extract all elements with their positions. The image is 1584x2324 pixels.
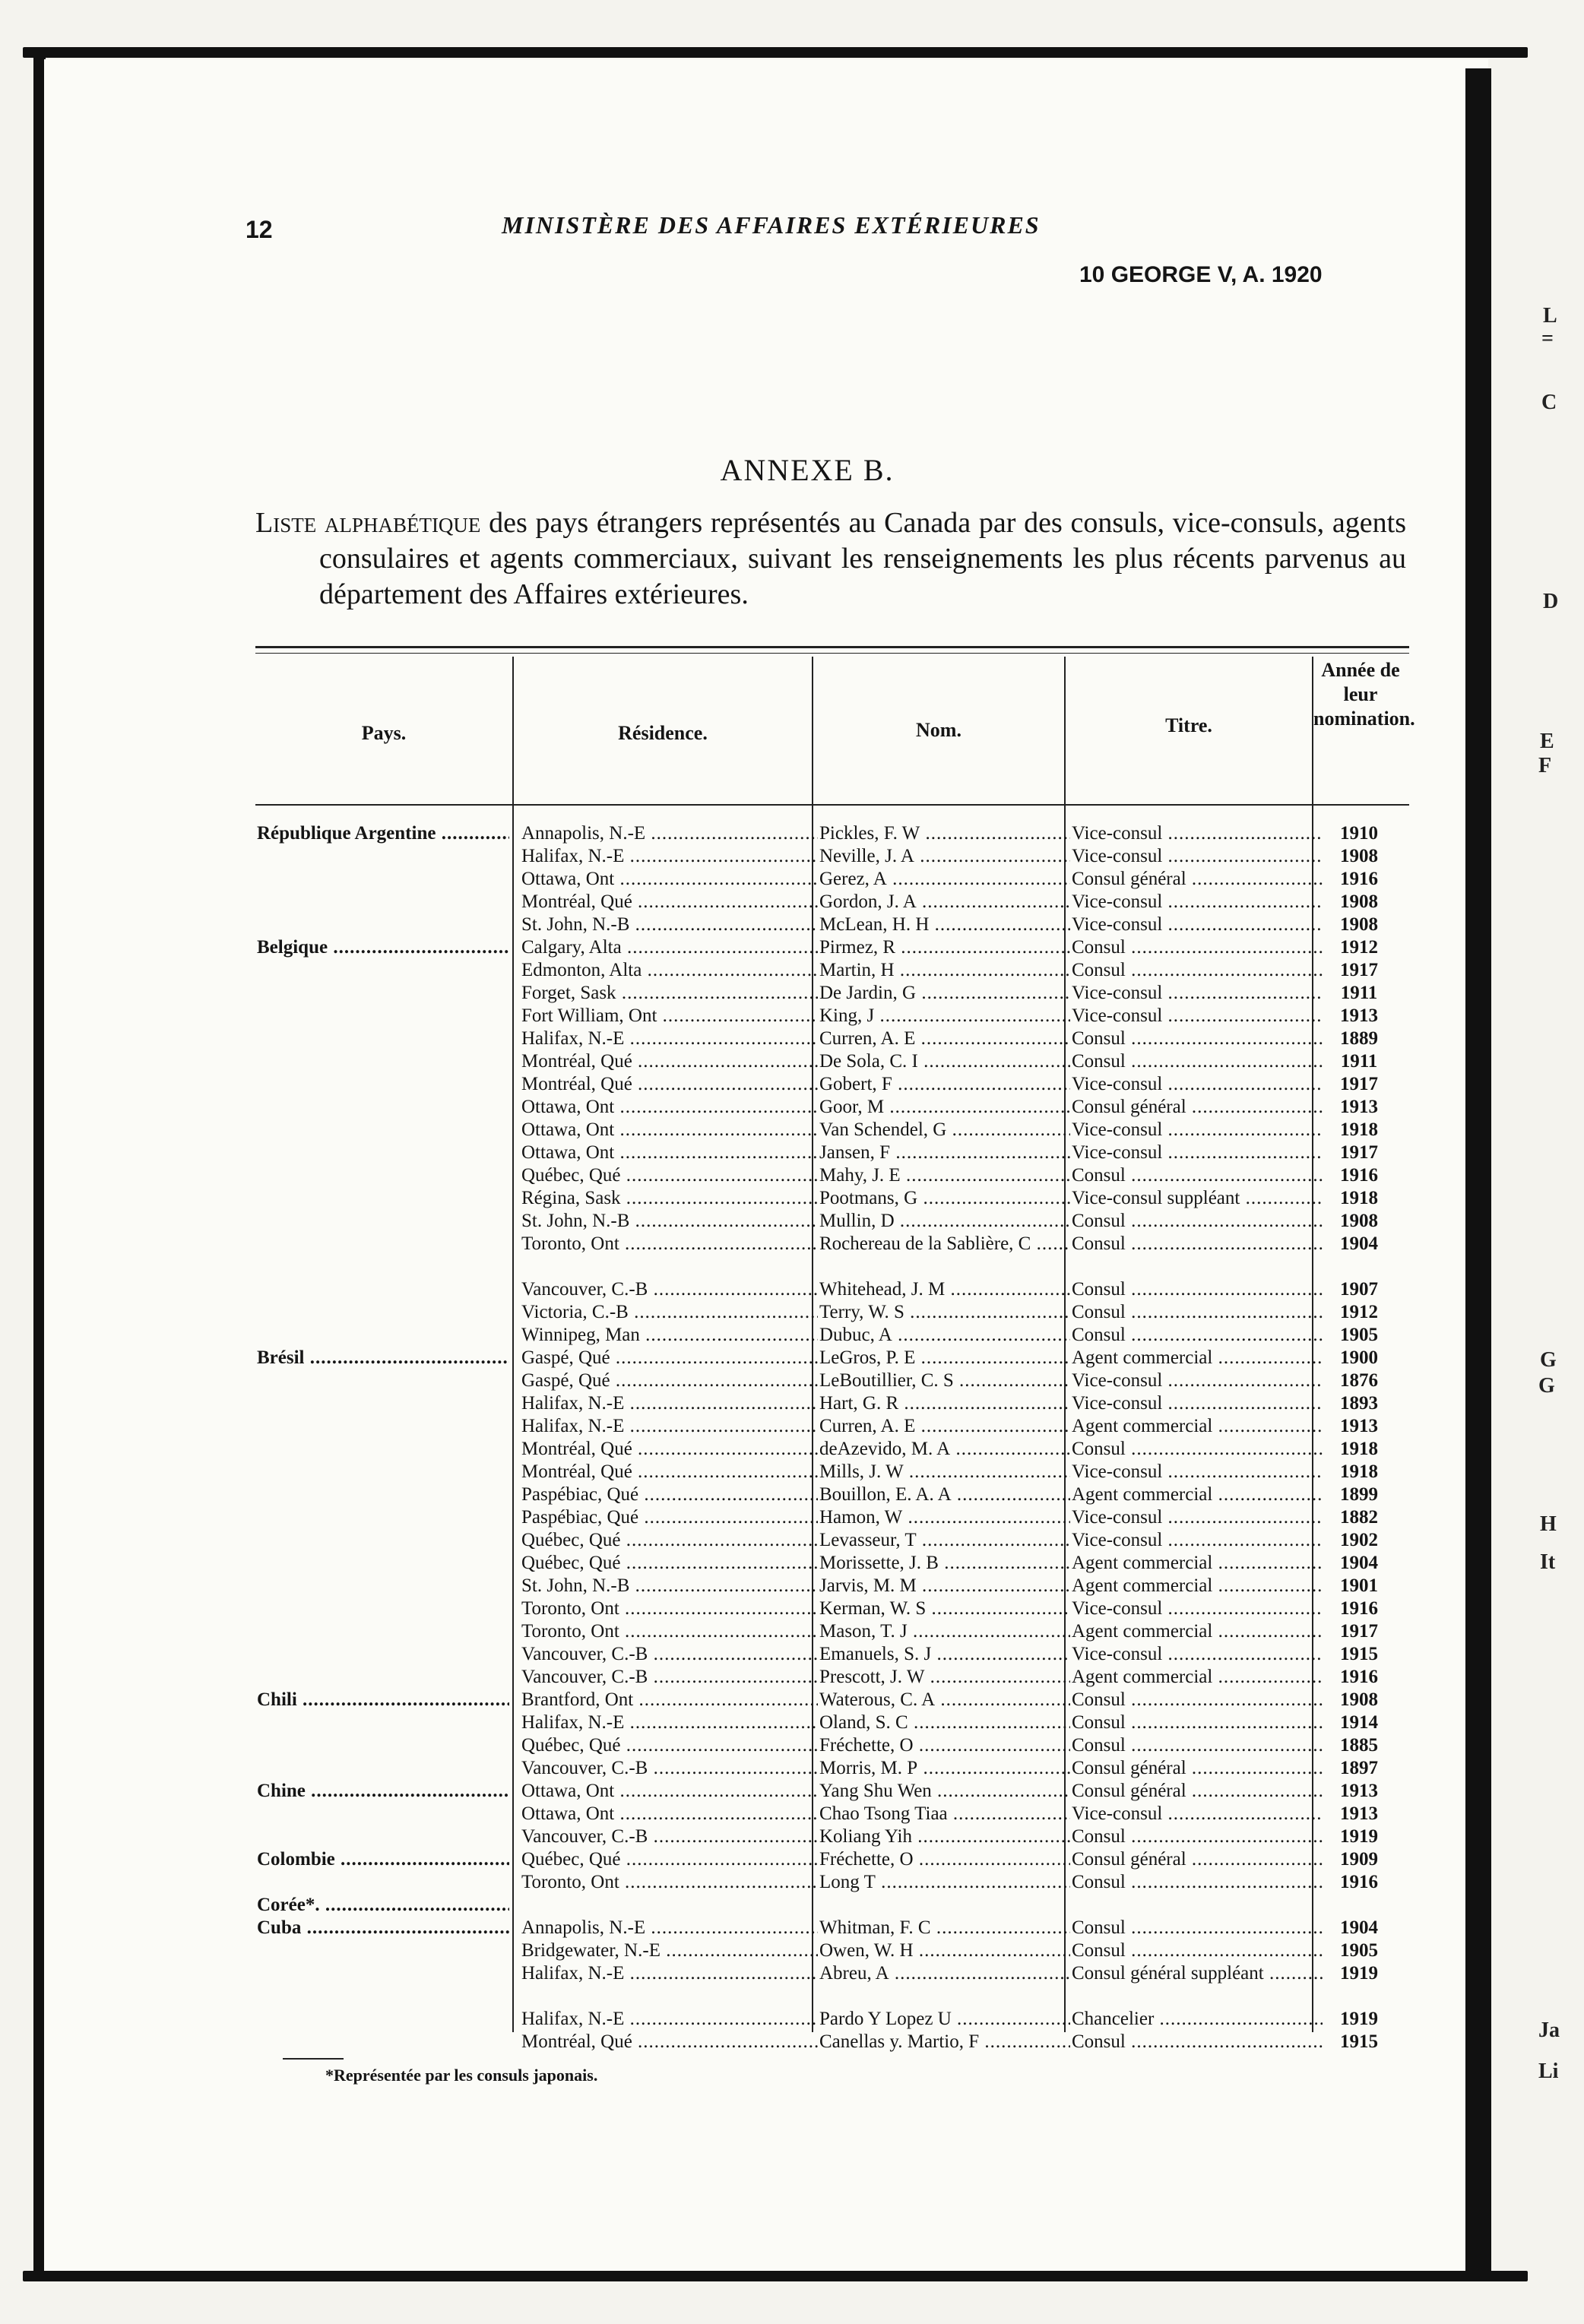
residence-cell: Vancouver, C.-B ..... xyxy=(521,1643,818,1666)
residence-cell: Halifax, N.-E ..... xyxy=(521,1027,818,1050)
year-cell: 1910 xyxy=(1340,823,1378,844)
year-cell: 1902 xyxy=(1340,1530,1378,1550)
table-row xyxy=(255,822,1409,845)
year-cell: 1916 xyxy=(1340,1872,1378,1892)
country-cell: Brésil ..... xyxy=(257,1347,509,1369)
name-cell: Pootmans, G ..... xyxy=(819,1187,1070,1210)
table-row xyxy=(255,1917,1409,1939)
table-row xyxy=(255,982,1409,1005)
title-cell: Vice-consul ..... xyxy=(1072,1597,1323,1620)
title-cell: Consul général ..... xyxy=(1072,1757,1323,1780)
residence-cell: Vancouver, C.-B ..... xyxy=(521,1757,818,1780)
title-cell: Vice-consul ..... xyxy=(1072,982,1323,1005)
title-cell: Consul ..... xyxy=(1072,1233,1323,1255)
residence-cell: Bridgewater, N.-E ..... xyxy=(521,1939,818,1962)
title-cell: Consul ..... xyxy=(1072,2031,1323,2053)
country-cell: République Argentine ..... xyxy=(257,822,509,845)
title-cell: Vice-consul ..... xyxy=(1072,891,1323,913)
year-cell: 1913 xyxy=(1340,1005,1378,1026)
name-cell: Curren, A. E ..... xyxy=(819,1415,1070,1438)
table-row xyxy=(255,1734,1409,1757)
country-cell: Corée*. ..... xyxy=(257,1894,509,1917)
table-row xyxy=(255,1187,1409,1210)
name-cell: Koliang Yih ..... xyxy=(819,1825,1070,1848)
table-row xyxy=(255,1415,1409,1438)
table-row xyxy=(255,1529,1409,1552)
name-cell: Morissette, J. B ..... xyxy=(819,1552,1070,1575)
name-cell: Morris, M. P ..... xyxy=(819,1757,1070,1780)
residence-cell: Ottawa, Ont ..... xyxy=(521,1803,818,1825)
table-row xyxy=(255,1392,1409,1415)
year-cell: 1918 xyxy=(1340,1461,1378,1482)
residence-cell: Halifax, N.-E ..... xyxy=(521,1392,818,1415)
residence-cell: Ottawa, Ont ..... xyxy=(521,1119,818,1141)
year-cell: 1905 xyxy=(1340,1325,1378,1345)
residence-cell: Annapolis, N.-E ..... xyxy=(521,1917,818,1939)
name-cell: LeBoutillier, C. S ..... xyxy=(819,1369,1070,1392)
table-row xyxy=(255,1597,1409,1620)
table-row xyxy=(255,1575,1409,1597)
residence-cell: Halifax, N.-E ..... xyxy=(521,2008,818,2031)
name-cell: Pickles, F. W ..... xyxy=(819,822,1070,845)
title-cell: Consul ..... xyxy=(1072,1734,1323,1757)
year-cell: 1899 xyxy=(1340,1484,1378,1505)
table-row xyxy=(255,1894,1409,1917)
name-cell: LeGros, P. E ..... xyxy=(819,1347,1070,1369)
country-cell: Belgique ..... xyxy=(257,936,509,959)
facing-page-fragment: = xyxy=(1541,327,1554,350)
name-cell: Prescott, J. W ..... xyxy=(819,1666,1070,1689)
year-cell: 1919 xyxy=(1340,2009,1378,2029)
table-row xyxy=(255,913,1409,936)
year-cell: 1918 xyxy=(1340,1188,1378,1208)
page-bottom-edge xyxy=(23,2271,1528,2281)
title-cell: Consul général ..... xyxy=(1072,868,1323,891)
footnote-rule xyxy=(283,2058,344,2060)
year-cell: 1914 xyxy=(1340,1712,1378,1733)
name-cell: Levasseur, T ..... xyxy=(819,1529,1070,1552)
year-cell: 1917 xyxy=(1340,1142,1378,1163)
year-cell: 1905 xyxy=(1340,1940,1378,1961)
page-top-edge xyxy=(23,47,1528,58)
name-cell: Gerez, A ..... xyxy=(819,868,1070,891)
title-cell: Vice-consul ..... xyxy=(1072,1461,1323,1483)
title-cell: Agent commercial ..... xyxy=(1072,1552,1323,1575)
name-cell: Yang Shu Wen ..... xyxy=(819,1780,1070,1803)
year-cell: 1909 xyxy=(1340,1849,1378,1870)
residence-cell: Toronto, Ont ..... xyxy=(521,1871,818,1894)
table-row xyxy=(255,1369,1409,1392)
year-cell: 1916 xyxy=(1340,1165,1378,1186)
title-cell: Vice-consul ..... xyxy=(1072,1392,1323,1415)
residence-cell: Forget, Sask ..... xyxy=(521,982,818,1005)
title-cell: Consul général suppléant ..... xyxy=(1072,1962,1323,1985)
residence-cell: St. John, N.-B ..... xyxy=(521,1210,818,1233)
table-top-rule xyxy=(255,646,1409,648)
residence-cell: Vancouver, C.-B ..... xyxy=(521,1278,818,1301)
residence-cell: Victoria, C.-B ..... xyxy=(521,1301,818,1324)
residence-cell: Brantford, Ont ..... xyxy=(521,1689,818,1711)
title-cell: Vice-consul ..... xyxy=(1072,1643,1323,1666)
title-cell: Agent commercial ..... xyxy=(1072,1415,1323,1438)
year-cell: 1919 xyxy=(1340,1826,1378,1847)
facing-page-fragment: F xyxy=(1538,754,1552,777)
title-cell: Consul ..... xyxy=(1072,1210,1323,1233)
residence-cell: Fort William, Ont ..... xyxy=(521,1005,818,1027)
name-cell: Oland, S. C ..... xyxy=(819,1711,1070,1734)
name-cell: Hamon, W ..... xyxy=(819,1506,1070,1529)
year-cell: 1908 xyxy=(1340,1689,1378,1710)
name-cell: Goor, M ..... xyxy=(819,1096,1070,1119)
name-cell: Dubuc, A ..... xyxy=(819,1324,1070,1347)
year-cell: 1876 xyxy=(1340,1370,1378,1391)
residence-cell: St. John, N.-B ..... xyxy=(521,913,818,936)
title-cell: Vice-consul ..... xyxy=(1072,1141,1323,1164)
residence-cell: Montréal, Qué ..... xyxy=(521,1438,818,1461)
name-cell: Fréchette, O ..... xyxy=(819,1848,1070,1871)
residence-cell: Halifax, N.-E ..... xyxy=(521,845,818,868)
residence-cell: Québec, Qué ..... xyxy=(521,1552,818,1575)
title-cell: Consul ..... xyxy=(1072,1711,1323,1734)
name-cell: Emanuels, S. J ..... xyxy=(819,1643,1070,1666)
table-row xyxy=(255,1962,1409,1985)
header-title: Titre. xyxy=(1165,714,1212,736)
year-cell: 1912 xyxy=(1340,937,1378,958)
table-top-rule-thin xyxy=(255,653,1409,654)
header-residence: Résidence. xyxy=(618,722,708,744)
residence-cell: Ottawa, Ont ..... xyxy=(521,1141,818,1164)
header-name: Nom. xyxy=(916,719,961,741)
table-row xyxy=(255,1347,1409,1369)
table-row xyxy=(255,1780,1409,1803)
year-cell: 1916 xyxy=(1340,869,1378,889)
header-year: Année de leur nomination. xyxy=(1313,659,1415,730)
facing-page-fragment: E xyxy=(1540,730,1554,753)
title-cell: Agent commercial ..... xyxy=(1072,1483,1323,1506)
name-cell: Mills, J. W ..... xyxy=(819,1461,1070,1483)
table-row xyxy=(255,1005,1409,1027)
residence-cell: Gaspé, Qué ..... xyxy=(521,1347,818,1369)
year-cell: 1907 xyxy=(1340,1279,1378,1300)
residence-cell: Québec, Qué ..... xyxy=(521,1164,818,1187)
name-cell: Van Schendel, G ..... xyxy=(819,1119,1070,1141)
table-row xyxy=(255,1666,1409,1689)
year-cell: 1916 xyxy=(1340,1667,1378,1687)
year-cell: 1913 xyxy=(1340,1097,1378,1117)
table-row xyxy=(255,1483,1409,1506)
name-cell: Fréchette, O ..... xyxy=(819,1734,1070,1757)
name-cell: Neville, J. A ..... xyxy=(819,845,1070,868)
title-cell: Vice-consul ..... xyxy=(1072,1803,1323,1825)
name-cell: Bouillon, E. A. A ..... xyxy=(819,1483,1070,1506)
table-row xyxy=(255,1096,1409,1119)
table-row xyxy=(255,891,1409,913)
table-row xyxy=(255,959,1409,982)
table-row xyxy=(255,1438,1409,1461)
name-cell: Martin, H ..... xyxy=(819,959,1070,982)
name-cell: Hart, G. R ..... xyxy=(819,1392,1070,1415)
table-row xyxy=(255,936,1409,959)
table-row xyxy=(255,1689,1409,1711)
name-cell: McLean, H. H ..... xyxy=(819,913,1070,936)
facing-page-fragment: L xyxy=(1543,304,1557,328)
title-cell: Agent commercial ..... xyxy=(1072,1347,1323,1369)
year-cell: 1911 xyxy=(1340,1051,1378,1072)
title-cell: Consul ..... xyxy=(1072,1278,1323,1301)
title-cell: Consul ..... xyxy=(1072,1164,1323,1187)
name-cell: Jarvis, M. M ..... xyxy=(819,1575,1070,1597)
year-cell: 1913 xyxy=(1340,1416,1378,1436)
session-reference: 10 GEORGE V, A. 1920 xyxy=(1079,262,1323,287)
facing-page-fragment: H xyxy=(1540,1512,1557,1536)
title-cell: Chancelier ..... xyxy=(1072,2008,1323,2031)
residence-cell: Gaspé, Qué ..... xyxy=(521,1369,818,1392)
name-cell: Rochereau de la Sablière, C ..... xyxy=(819,1233,1070,1255)
year-cell: 1882 xyxy=(1340,1507,1378,1528)
table-row xyxy=(255,1073,1409,1096)
title-cell: Vice-consul ..... xyxy=(1072,845,1323,868)
name-cell: Mahy, J. E ..... xyxy=(819,1164,1070,1187)
residence-cell: Paspébiac, Qué ..... xyxy=(521,1506,818,1529)
table-row xyxy=(255,1848,1409,1871)
table-row xyxy=(255,1233,1409,1255)
table-row xyxy=(255,1461,1409,1483)
title-cell: Agent commercial ..... xyxy=(1072,1666,1323,1689)
table-row xyxy=(255,1301,1409,1324)
year-cell: 1901 xyxy=(1340,1575,1378,1596)
title-cell: Consul ..... xyxy=(1072,1939,1323,1962)
year-cell: 1908 xyxy=(1340,846,1378,866)
year-cell: 1913 xyxy=(1340,1781,1378,1801)
name-cell: Whitman, F. C ..... xyxy=(819,1917,1070,1939)
page-gutter xyxy=(1465,68,1491,2272)
year-cell: 1916 xyxy=(1340,1598,1378,1619)
residence-cell: Vancouver, C.-B ..... xyxy=(521,1666,818,1689)
residence-cell: Winnipeg, Man ..... xyxy=(521,1324,818,1347)
table-row xyxy=(255,1324,1409,1347)
facing-page-fragment: Ja xyxy=(1538,2018,1560,2042)
table-row xyxy=(255,1711,1409,1734)
country-cell: Chine ..... xyxy=(257,1780,509,1803)
name-cell: Curren, A. E ..... xyxy=(819,1027,1070,1050)
residence-cell: Halifax, N.-E ..... xyxy=(521,1415,818,1438)
residence-cell: Québec, Qué ..... xyxy=(521,1529,818,1552)
facing-page-fragment: It xyxy=(1540,1550,1556,1574)
table-row xyxy=(255,1803,1409,1825)
title-cell: Vice-consul ..... xyxy=(1072,1005,1323,1027)
running-title: MINISTÈRE DES AFFAIRES EXTÉRIEURES xyxy=(502,211,1041,239)
table-row xyxy=(255,1164,1409,1187)
title-cell: Vice-consul ..... xyxy=(1072,1529,1323,1552)
residence-cell: Toronto, Ont ..... xyxy=(521,1597,818,1620)
name-cell: Waterous, C. A ..... xyxy=(819,1689,1070,1711)
table-row xyxy=(255,1825,1409,1848)
title-cell: Agent commercial ..... xyxy=(1072,1575,1323,1597)
name-cell: Whitehead, J. M ..... xyxy=(819,1278,1070,1301)
year-cell: 1913 xyxy=(1340,1803,1378,1824)
residence-cell: Halifax, N.-E ..... xyxy=(521,1962,818,1985)
residence-cell: Ottawa, Ont ..... xyxy=(521,868,818,891)
facing-page-fragment: Li xyxy=(1538,2060,1559,2083)
year-cell: 1919 xyxy=(1340,1963,1378,1984)
title-cell: Vice-consul ..... xyxy=(1072,1506,1323,1529)
name-cell: De Sola, C. I ..... xyxy=(819,1050,1070,1073)
residence-cell: Montréal, Qué ..... xyxy=(521,1461,818,1483)
residence-cell: Ottawa, Ont ..... xyxy=(521,1780,818,1803)
year-cell: 1904 xyxy=(1340,1917,1378,1938)
title-cell: Consul ..... xyxy=(1072,1027,1323,1050)
title-cell: Consul général ..... xyxy=(1072,1096,1323,1119)
year-cell: 1918 xyxy=(1340,1119,1378,1140)
name-cell: Mullin, D ..... xyxy=(819,1210,1070,1233)
year-cell: 1908 xyxy=(1340,914,1378,935)
table-row xyxy=(255,845,1409,868)
consuls-table xyxy=(255,646,1415,2052)
title-cell: Consul ..... xyxy=(1072,1324,1323,1347)
title-cell: Agent commercial ..... xyxy=(1072,1620,1323,1643)
table-row xyxy=(255,868,1409,891)
year-cell: 1904 xyxy=(1340,1233,1378,1254)
residence-cell: Montréal, Qué ..... xyxy=(521,2031,818,2053)
name-cell: King, J ..... xyxy=(819,1005,1070,1027)
year-cell: 1889 xyxy=(1340,1028,1378,1049)
intro-lead: Liste alphabétique xyxy=(255,507,481,539)
page-number: 12 xyxy=(246,216,273,243)
table-row xyxy=(255,2008,1409,2031)
title-cell: Vice-consul ..... xyxy=(1072,822,1323,845)
country-cell: Chili ..... xyxy=(257,1689,509,1711)
name-cell: Pardo Y Lopez U ..... xyxy=(819,2008,1070,2031)
year-cell: 1908 xyxy=(1340,1211,1378,1231)
name-cell: Long T ..... xyxy=(819,1871,1070,1894)
table-row xyxy=(255,1027,1409,1050)
title-cell: Consul ..... xyxy=(1072,1438,1323,1461)
table-row xyxy=(255,1620,1409,1643)
table-row xyxy=(255,1119,1409,1141)
residence-cell: Halifax, N.-E ..... xyxy=(521,1711,818,1734)
intro-paragraph xyxy=(255,505,1406,613)
title-cell: Consul ..... xyxy=(1072,1871,1323,1894)
title-cell: Vice-consul ..... xyxy=(1072,1119,1323,1141)
residence-cell: Régina, Sask ..... xyxy=(521,1187,818,1210)
table-row xyxy=(255,1757,1409,1780)
title-cell: Consul ..... xyxy=(1072,1825,1323,1848)
title-cell: Consul ..... xyxy=(1072,1301,1323,1324)
name-cell: Kerman, W. S ..... xyxy=(819,1597,1070,1620)
table-row xyxy=(255,1871,1409,1894)
name-cell: Jansen, F ..... xyxy=(819,1141,1070,1164)
year-cell: 1912 xyxy=(1340,1302,1378,1322)
residence-cell: Montréal, Qué ..... xyxy=(521,1073,818,1096)
facing-page-fragment: G xyxy=(1540,1348,1557,1372)
year-cell: 1908 xyxy=(1340,891,1378,912)
name-cell: De Jardin, G ..... xyxy=(819,982,1070,1005)
year-cell: 1917 xyxy=(1340,1621,1378,1642)
residence-cell: Toronto, Ont ..... xyxy=(521,1233,818,1255)
year-cell: 1917 xyxy=(1340,960,1378,980)
title-cell: Consul ..... xyxy=(1072,1689,1323,1711)
name-cell: Chao Tsong Tiaa ..... xyxy=(819,1803,1070,1825)
year-cell: 1918 xyxy=(1340,1439,1378,1459)
residence-cell: Paspébiac, Qué ..... xyxy=(521,1483,818,1506)
name-cell: Mason, T. J ..... xyxy=(819,1620,1070,1643)
title-cell: Consul général ..... xyxy=(1072,1848,1323,1871)
name-cell: deAzevido, M. A ..... xyxy=(819,1438,1070,1461)
table-row xyxy=(255,1278,1409,1301)
residence-cell: Edmonton, Alta ..... xyxy=(521,959,818,982)
residence-cell: Montréal, Qué ..... xyxy=(521,1050,818,1073)
facing-page-fragment: G xyxy=(1538,1374,1555,1398)
residence-cell: Montréal, Qué ..... xyxy=(521,891,818,913)
annex-title: ANNEXE B. xyxy=(720,453,895,487)
year-cell: 1893 xyxy=(1340,1393,1378,1414)
residence-cell: Toronto, Ont ..... xyxy=(521,1620,818,1643)
title-cell: Consul ..... xyxy=(1072,959,1323,982)
year-cell: 1911 xyxy=(1340,983,1378,1003)
title-cell: Consul ..... xyxy=(1072,936,1323,959)
title-cell: Consul général ..... xyxy=(1072,1780,1323,1803)
footnote: *Représentée par les consuls japonais. xyxy=(325,2066,598,2085)
year-cell: 1897 xyxy=(1340,1758,1378,1778)
name-cell: Owen, W. H ..... xyxy=(819,1939,1070,1962)
table-row xyxy=(255,1552,1409,1575)
residence-cell: Québec, Qué ..... xyxy=(521,1734,818,1757)
table-row xyxy=(255,1141,1409,1164)
table-row xyxy=(255,1506,1409,1529)
residence-cell: Québec, Qué ..... xyxy=(521,1848,818,1871)
facing-page-fragment: C xyxy=(1541,391,1557,414)
residence-cell: Ottawa, Ont ..... xyxy=(521,1096,818,1119)
residence-cell: Calgary, Alta ..... xyxy=(521,936,818,959)
title-cell: Vice-consul suppléant ..... xyxy=(1072,1187,1323,1210)
intro-text: des pays étrangers représentés au Canada par des consuls, vice-consuls, agents consulaires et agents commerciaux, suivant les renseignements les plus récents parvenus au département des Affaires extérieures. xyxy=(319,507,1406,610)
year-cell: 1917 xyxy=(1340,1074,1378,1094)
name-cell: Gordon, J. A ..... xyxy=(819,891,1070,913)
title-cell: Consul ..... xyxy=(1072,1050,1323,1073)
facing-page-fragment: D xyxy=(1543,590,1559,613)
table-row xyxy=(255,2031,1409,2053)
name-cell: Terry, W. S ..... xyxy=(819,1301,1070,1324)
title-cell: Vice-consul ..... xyxy=(1072,913,1323,936)
residence-cell: Annapolis, N.-E ..... xyxy=(521,822,818,845)
residence-cell: St. John, N.-B ..... xyxy=(521,1575,818,1597)
country-cell: Cuba ..... xyxy=(257,1917,509,1939)
header-country: Pays. xyxy=(361,722,407,744)
year-cell: 1915 xyxy=(1340,1644,1378,1664)
year-cell: 1885 xyxy=(1340,1735,1378,1756)
year-cell: 1900 xyxy=(1340,1347,1378,1368)
name-cell: Gobert, F ..... xyxy=(819,1073,1070,1096)
year-cell: 1915 xyxy=(1340,2031,1378,2052)
title-cell: Consul ..... xyxy=(1072,1917,1323,1939)
name-cell: Pirmez, R ..... xyxy=(819,936,1070,959)
name-cell: Abreu, A ..... xyxy=(819,1962,1070,1985)
residence-cell: Vancouver, C.-B ..... xyxy=(521,1825,818,1848)
title-cell: Vice-consul ..... xyxy=(1072,1073,1323,1096)
table-row xyxy=(255,1643,1409,1666)
header-bottom-rule xyxy=(255,804,1409,806)
country-cell: Colombie ..... xyxy=(257,1848,509,1871)
title-cell: Vice-consul ..... xyxy=(1072,1369,1323,1392)
year-cell: 1904 xyxy=(1340,1553,1378,1573)
table-row xyxy=(255,1050,1409,1073)
name-cell: Canellas y. Martio, F ..... xyxy=(819,2031,1070,2053)
table-row xyxy=(255,1939,1409,1962)
table-row xyxy=(255,1210,1409,1233)
